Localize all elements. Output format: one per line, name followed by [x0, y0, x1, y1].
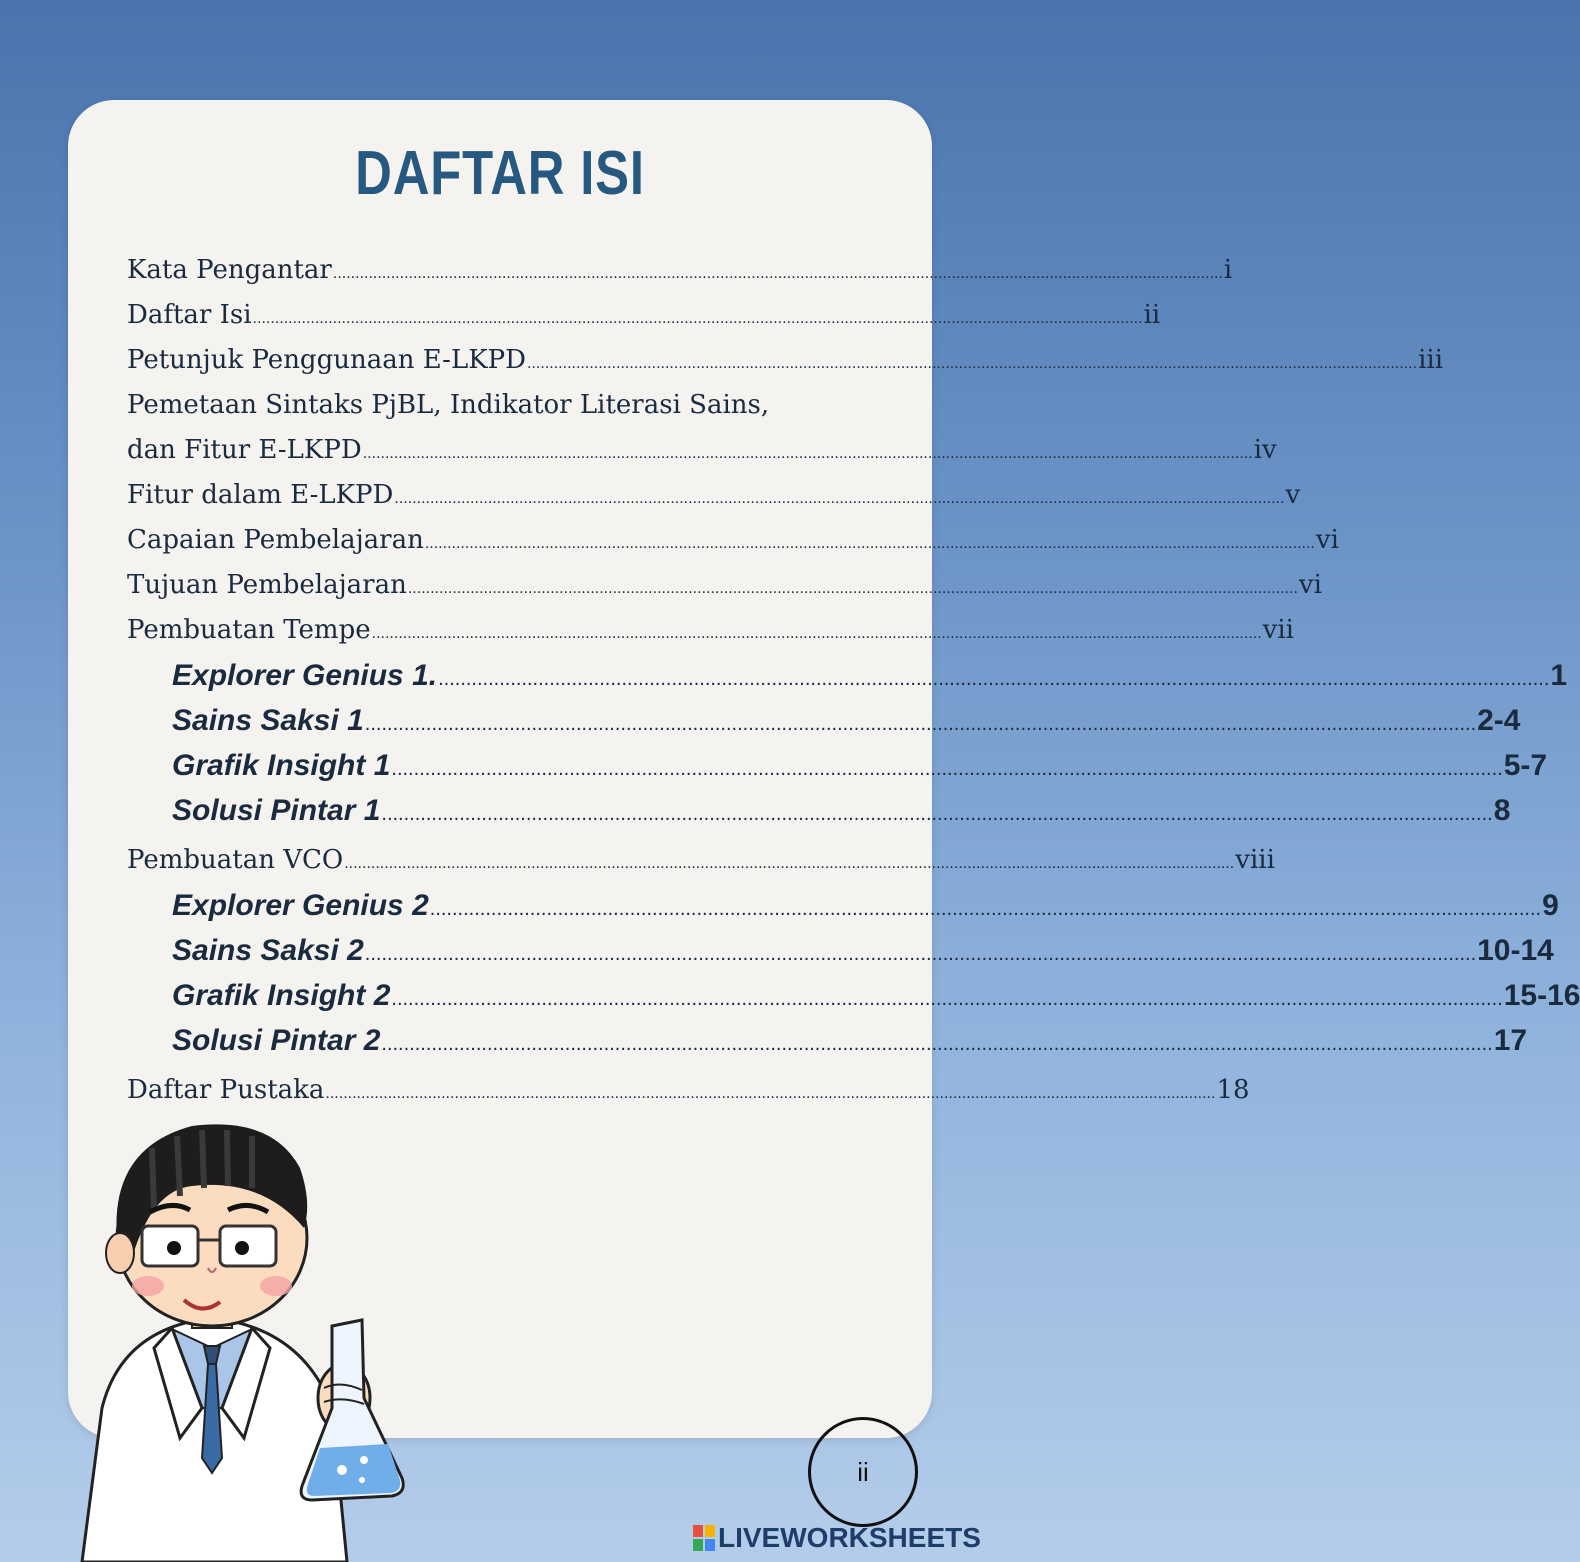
toc-row[interactable] [127, 838, 1275, 883]
toc-page: iv [1253, 435, 1277, 465]
toc-page: 15-16 [1503, 979, 1580, 1012]
toc-label: Sains Saksi 2 [172, 934, 364, 967]
toc-label: Petunjuk Penggunaan E-LKPD [127, 345, 527, 375]
scientist-illustration [62, 1108, 422, 1562]
toc-page: 10-14 [1477, 934, 1554, 967]
page-number: ii [857, 1456, 869, 1487]
toc-row[interactable] [127, 518, 1339, 563]
brand-name: LIVEWORKSHEETS [718, 1522, 981, 1553]
toc-label: Pemetaan Sintaks PjBL, Indikator Literasi Sains, [127, 390, 770, 420]
toc-subrow[interactable] [127, 698, 1521, 743]
toc-leader: ........................................................................................................................................................................................................ [381, 1033, 1493, 1055]
toc-row[interactable] [127, 563, 1322, 608]
toc-label: Solusi Pintar 1 [172, 794, 381, 827]
toc-leader: ........................................................................................................................................................................................................ [438, 668, 1550, 690]
toc-leader: ........................................................................................................................................................................................................ [364, 943, 1477, 965]
toc-subrow[interactable] [127, 928, 1554, 973]
toc-label: Explorer Genius 1. [172, 659, 438, 692]
toc-leader: ........................................................................................................................................................................................................ [252, 311, 1143, 327]
toc-leader: ........................................................................................................................................................................................................ [527, 356, 1418, 372]
toc-row[interactable] [127, 383, 867, 428]
page-title: DAFTAR ISI [355, 139, 645, 208]
toc-leader: ........................................................................................................................................................................................................ [407, 581, 1298, 597]
toc-label: Pembuatan VCO [127, 845, 344, 875]
toc-subrow[interactable] [127, 1018, 1528, 1063]
toc-page: 8 [1493, 794, 1511, 827]
toc-row[interactable] [127, 473, 1301, 518]
toc-page: 5-7 [1503, 749, 1548, 782]
toc-leader: ........................................................................................................................................................................................................ [344, 856, 1235, 872]
toc-label: Grafik Insight 1 [172, 749, 391, 782]
toc-label: Daftar Pustaka [127, 1075, 325, 1105]
toc-row[interactable] [127, 338, 1444, 383]
toc-label: Sains Saksi 1 [172, 704, 364, 737]
toc-row[interactable] [127, 293, 1161, 338]
toc-label: Tujuan Pembelajaran [127, 570, 407, 600]
toc-leader: ........................................................................................................................................................................................................ [332, 266, 1223, 282]
toc-label: Capaian Pembelajaran [127, 525, 424, 555]
toc-row[interactable] [127, 1068, 1250, 1113]
toc-label: Grafik Insight 2 [172, 979, 391, 1012]
toc-page: 2-4 [1477, 704, 1521, 737]
toc-leader: ........................................................................................................................................................................................................ [381, 803, 1493, 825]
toc-subrow[interactable] [127, 973, 1580, 1018]
toc-label: Pembuatan Tempe [127, 615, 371, 645]
liveworksheets-logo-icon [693, 1525, 715, 1551]
toc-leader: ........................................................................................................................................................................................................ [391, 758, 1503, 780]
toc-subrow[interactable] [127, 883, 1559, 928]
toc-label: Kata Pengantar [127, 255, 332, 285]
toc-label: Solusi Pintar 2 [172, 1024, 381, 1057]
toc-leader: ........................................................................................................................................................................................................ [364, 713, 1477, 735]
toc-subrow[interactable] [127, 788, 1511, 833]
toc-label: Fitur dalam E-LKPD [127, 480, 394, 510]
toc-page: vi [1298, 570, 1322, 600]
toc-leader: ........................................................................................................................................................................................................ [362, 446, 1253, 462]
toc-leader: ........................................................................................................................................................................................................ [371, 626, 1262, 642]
toc-page: 18 [1216, 1075, 1250, 1105]
toc-page: iii [1418, 345, 1444, 375]
toc-label: Daftar Isi [127, 300, 252, 330]
toc-page: 1 [1550, 659, 1568, 692]
toc-leader: ........................................................................................................................................................................................................ [391, 988, 1503, 1010]
toc-leader: ........................................................................................................................................................................................................ [424, 536, 1315, 552]
toc-row[interactable] [127, 248, 1233, 293]
toc-page: i [1223, 255, 1233, 285]
toc-leader: ........................................................................................................................................................................................................ [394, 491, 1285, 507]
page-number-badge [808, 1417, 918, 1527]
toc-page: 9 [1542, 889, 1559, 922]
brand-footer [693, 1521, 981, 1555]
toc-label: Explorer Genius 2 [172, 889, 429, 922]
toc-page: ii [1143, 300, 1161, 330]
toc-row[interactable] [127, 428, 1277, 473]
table-of-contents [127, 248, 1580, 1113]
toc-subrow[interactable] [127, 653, 1568, 698]
toc-page: 17 [1493, 1024, 1528, 1057]
toc-subrow[interactable] [127, 743, 1548, 788]
toc-page: viii [1235, 845, 1275, 875]
toc-leader: ........................................................................................................................................................................................................ [429, 898, 1542, 920]
toc-page: vii [1262, 615, 1294, 645]
toc-page: v [1285, 480, 1301, 510]
toc-row[interactable] [127, 608, 1294, 653]
toc-page: vi [1315, 525, 1339, 555]
toc-label: dan Fitur E-LKPD [127, 435, 362, 465]
toc-leader: ........................................................................................................................................................................................................ [325, 1086, 1216, 1102]
